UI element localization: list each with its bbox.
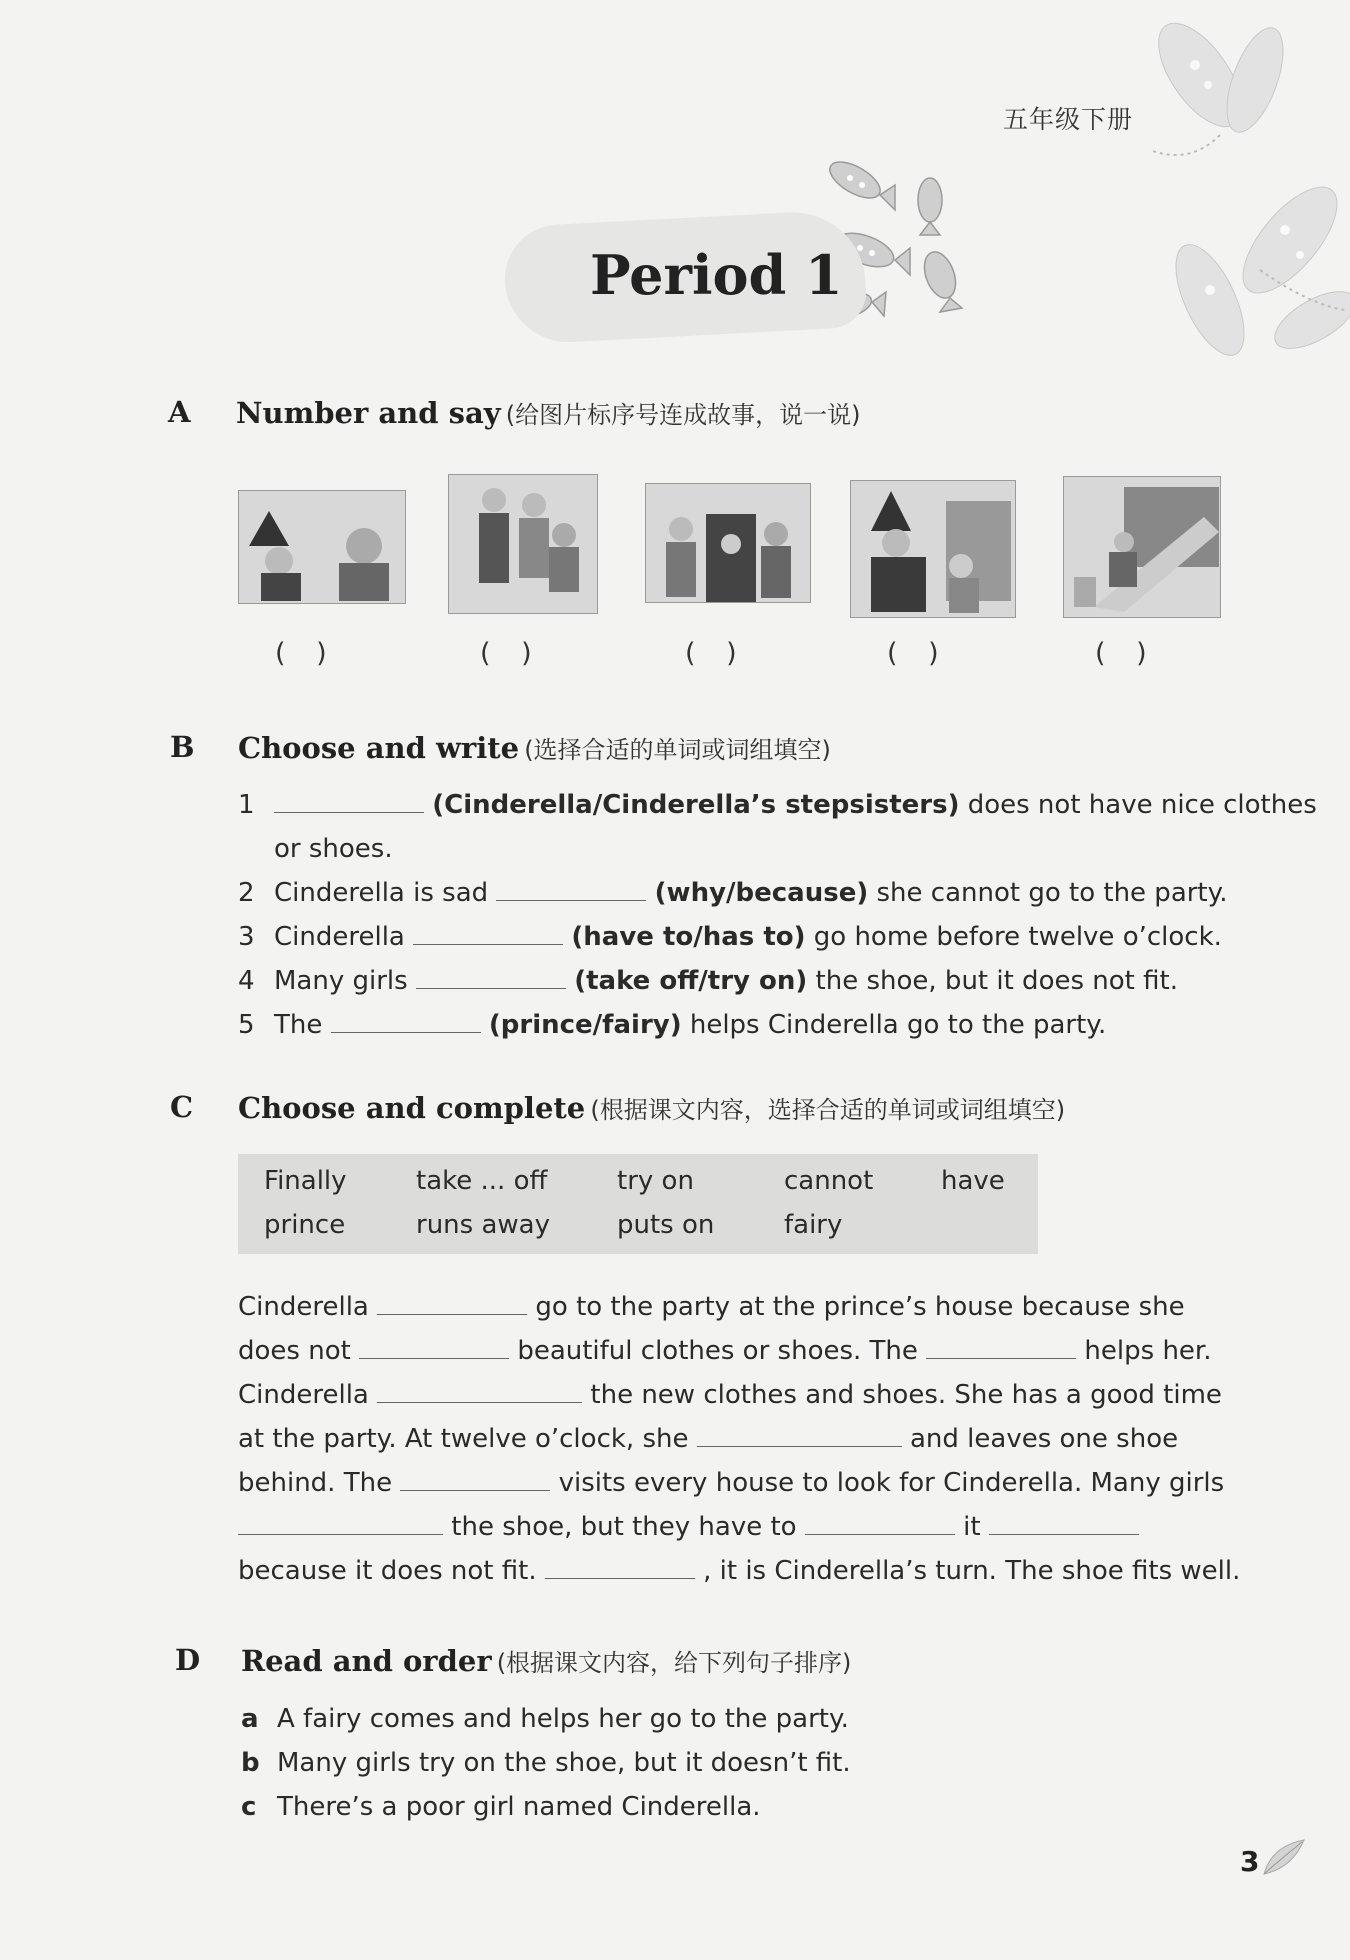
fairy-helps-cinderella-picture	[850, 480, 1016, 618]
answer-blank[interactable]	[496, 874, 646, 901]
passage-line	[238, 1373, 1238, 1417]
section-d-heading	[241, 1643, 851, 1678]
picture-1-number-blank[interactable]: ( )	[275, 638, 327, 669]
passage-text: , it is Cinderella’s turn. The shoe fits well.	[694, 1556, 1241, 1586]
section-d-list	[241, 1697, 851, 1829]
answer-blank[interactable]	[926, 1332, 1076, 1359]
item-text: she cannot go to the party.	[868, 878, 1228, 908]
item-label: b	[241, 1748, 260, 1778]
picture-5-number-blank[interactable]: ( )	[1095, 638, 1147, 669]
answer-blank[interactable]	[359, 1332, 509, 1359]
word-bank-item: runs away	[416, 1210, 550, 1240]
answer-blank[interactable]	[331, 1006, 481, 1033]
passage-text: at the party. At twelve o’clock, she	[238, 1424, 697, 1454]
passage-text: does not	[238, 1336, 360, 1366]
item-text: Many girls	[274, 966, 416, 996]
section-b-subtitle: (选择合适的单词或词组填空)	[524, 736, 831, 764]
item-text: or shoes.	[274, 834, 393, 864]
section-c-subtitle: (根据课文内容，选择合适的单词或词组填空)	[590, 1096, 1066, 1124]
passage-text: beautiful clothes or shoes. The	[509, 1336, 927, 1366]
list-item	[241, 1741, 851, 1785]
passage-text: the new clothes and shoes. She has a good time	[582, 1380, 1222, 1410]
item-text: The	[274, 1010, 331, 1040]
passage-line	[238, 1461, 1238, 1505]
answer-blank[interactable]	[416, 962, 566, 989]
grade-label: 五年级下册	[1003, 105, 1134, 134]
section-b-heading	[238, 730, 831, 765]
passage-text: helps her.	[1076, 1336, 1212, 1366]
answer-blank[interactable]	[545, 1552, 695, 1579]
answer-blank[interactable]	[697, 1420, 902, 1447]
item-number: 2	[238, 878, 255, 908]
answer-blank[interactable]	[413, 918, 563, 945]
cinderella-runs-down-stairs-picture	[1063, 476, 1221, 618]
item-text: Cinderella	[274, 922, 414, 952]
passage	[238, 1285, 1241, 1593]
section-a-letter: A	[168, 395, 191, 429]
passage-line	[238, 1329, 1238, 1373]
prince-and-stepsisters-picture	[448, 474, 598, 614]
page-number: 3	[1240, 1845, 1260, 1878]
word-bank-item: puts on	[617, 1210, 715, 1240]
answer-blank[interactable]	[989, 1508, 1139, 1535]
item-number: 4	[238, 966, 255, 996]
picture-2-number-blank[interactable]: ( )	[480, 638, 532, 669]
witch-and-girl-illustration	[239, 491, 405, 603]
list-item	[241, 1785, 851, 1829]
choice-text: (Cinderella/Cinderella’s stepsisters)	[432, 790, 960, 820]
section-c-heading	[238, 1090, 1065, 1125]
answer-blank[interactable]	[377, 1376, 582, 1403]
choice-text: (prince/fairy)	[488, 1010, 682, 1040]
answer-blank[interactable]	[400, 1464, 550, 1491]
section-d-subtitle: (根据课文内容，给下列句子排序)	[496, 1649, 852, 1677]
word-bank-item: fairy	[784, 1210, 843, 1240]
cinderella-runs-down-stairs-illustration	[1064, 477, 1220, 617]
item-text: go home before twelve o’clock.	[805, 922, 1222, 952]
passage-text: it	[954, 1512, 989, 1542]
word-bank-item: try on	[617, 1166, 694, 1196]
section-a-subtitle: (给图片标序号连成故事，说一说)	[505, 401, 861, 429]
passage-line	[238, 1549, 1241, 1593]
list-item	[238, 871, 1317, 915]
word-bank-item: have	[941, 1166, 1005, 1196]
item-text: A fairy comes and helps her go to the party.	[277, 1704, 849, 1734]
word-bank-item: take ... off	[416, 1166, 548, 1196]
section-c-title: Choose and complete	[238, 1091, 586, 1125]
list-item	[241, 1697, 851, 1741]
answer-blank[interactable]	[377, 1288, 527, 1315]
passage-line	[238, 1285, 1238, 1329]
answer-blank[interactable]	[274, 786, 424, 813]
item-text: does not have nice clothes	[959, 790, 1317, 820]
picture-4-number-blank[interactable]: ( )	[887, 638, 939, 669]
word-bank-item: cannot	[784, 1166, 874, 1196]
prince-and-stepsisters-illustration	[449, 475, 597, 613]
leaf-icon	[1262, 1838, 1308, 1878]
section-b-list	[238, 783, 1317, 1047]
item-text: There’s a poor girl named Cinderella.	[277, 1792, 761, 1822]
girls-at-door-illustration	[646, 484, 810, 602]
list-item	[238, 827, 1317, 871]
word-bank-item: Finally	[264, 1166, 347, 1196]
section-d-title: Read and order	[241, 1644, 492, 1678]
item-text: helps Cinderella go to the party.	[681, 1010, 1107, 1040]
passage-text: behind. The	[238, 1468, 401, 1498]
item-text: Cinderella is sad	[274, 878, 497, 908]
list-item	[238, 1003, 1317, 1047]
answer-blank[interactable]	[805, 1508, 955, 1535]
item-label: a	[241, 1704, 259, 1734]
item-number: 3	[238, 922, 255, 952]
section-c-letter: C	[170, 1090, 194, 1124]
list-item	[238, 915, 1317, 959]
dragonfly-icon	[1130, 20, 1350, 380]
passage-text: go to the party at the prince’s house because she	[527, 1292, 1185, 1322]
section-b-title: Choose and write	[238, 731, 520, 765]
girls-at-door-picture	[645, 483, 811, 603]
list-item	[238, 959, 1317, 1003]
witch-and-girl-picture	[238, 490, 406, 604]
page-title: Period 1	[590, 243, 843, 307]
passage-text: the shoe, but they have to	[443, 1512, 805, 1542]
passage-line	[238, 1505, 1238, 1549]
passage-text: Cinderella	[238, 1380, 378, 1410]
item-label: c	[241, 1792, 257, 1822]
fairy-helps-cinderella-illustration	[851, 481, 1015, 617]
choice-text: (take off/try on)	[574, 966, 808, 996]
item-text: the shoe, but it does not fit.	[807, 966, 1178, 996]
passage-text: because it does not fit.	[238, 1556, 545, 1586]
answer-blank[interactable]	[238, 1508, 443, 1535]
list-item	[238, 783, 1317, 827]
section-a-title: Number and say	[236, 396, 501, 430]
choice-text: (why/because)	[654, 878, 869, 908]
section-b-letter: B	[170, 730, 195, 764]
item-text: Many girls try on the shoe, but it doesn’t fit.	[277, 1748, 851, 1778]
choice-text: (have to/has to)	[571, 922, 806, 952]
section-d-letter: D	[175, 1643, 201, 1677]
item-number: 5	[238, 1010, 255, 1040]
passage-line	[238, 1417, 1238, 1461]
picture-3-number-blank[interactable]: ( )	[685, 638, 737, 669]
passage-text: and leaves one shoe	[901, 1424, 1179, 1454]
item-number: 1	[238, 790, 255, 820]
passage-text: Cinderella	[238, 1292, 378, 1322]
section-a-heading	[236, 395, 860, 430]
word-bank-item: prince	[264, 1210, 346, 1240]
passage-text: visits every house to look for Cinderella. Many girls	[550, 1468, 1225, 1498]
